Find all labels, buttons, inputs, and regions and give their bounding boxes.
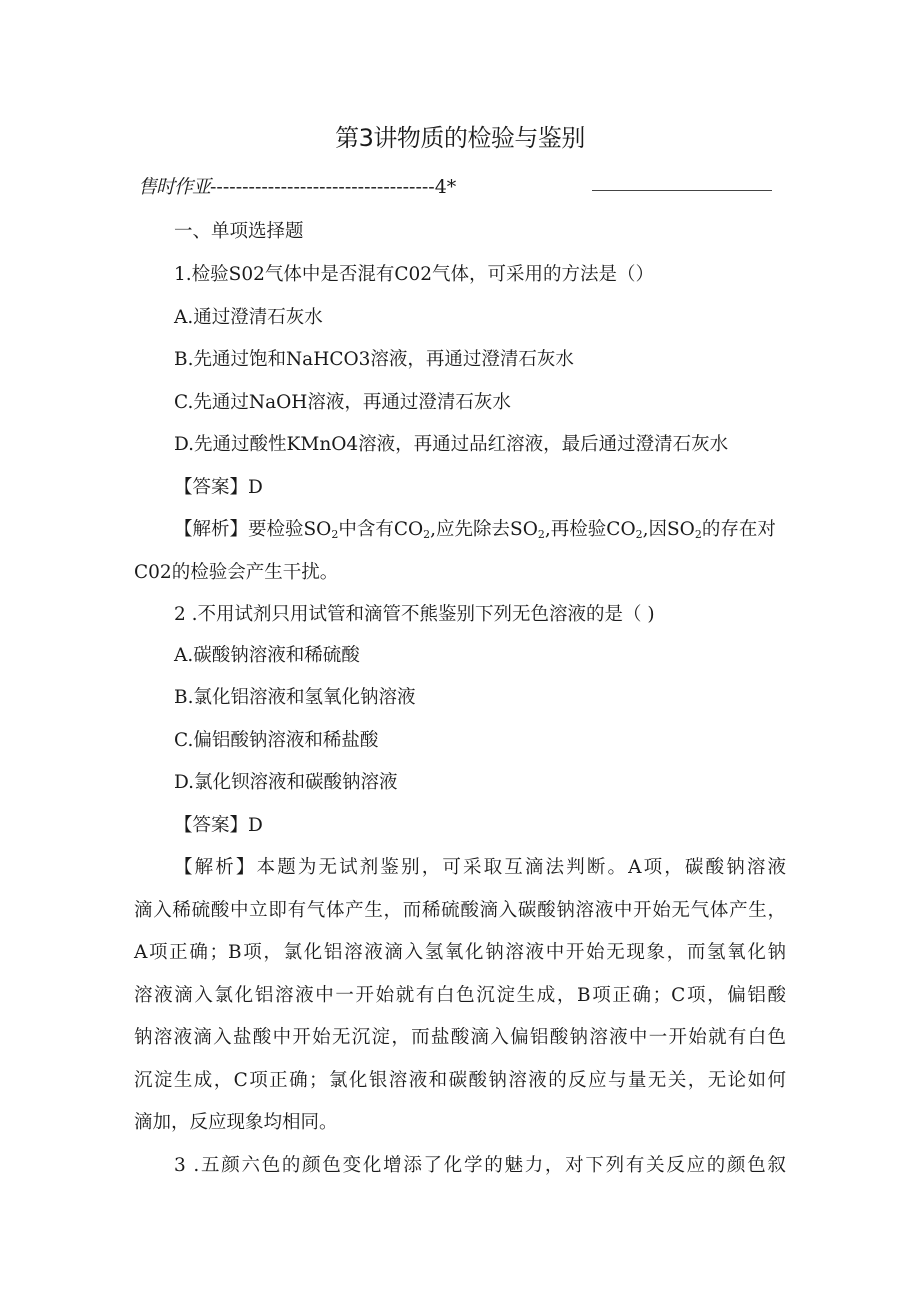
- q2-option-b: B.氯化铝溶液和氢氧化钠溶液: [174, 687, 416, 708]
- q2-answer: 【答案】D: [174, 815, 263, 836]
- q2-explanation-line-6: 沉淀生成，C项正确；氯化银溶液和碳酸钠溶液的反应与量无关，无论如何: [134, 1070, 786, 1091]
- q1-answer: 【答案】D: [174, 477, 263, 498]
- header-rule: [592, 190, 772, 191]
- q1-option-b: B.先通过饱和NaHCO3溶液，再通过澄清石灰水: [174, 349, 574, 370]
- q1-option-c: C.先通过NaOH溶液，再通过澄清石灰水: [174, 392, 511, 413]
- q2-explanation-line-7: 滴加，反应现象均相同。: [134, 1112, 338, 1133]
- section-heading: 一、单项选择题: [174, 221, 304, 242]
- page-title: 第3讲物质的检验与鉴别: [335, 124, 585, 152]
- homework-header: [138, 172, 778, 198]
- q2-explanation-line-1: 【解析】本题为无试剂鉴别，可采取互滴法判断。A项，碳酸钠溶液: [174, 857, 786, 878]
- q1-option-d: D.先通过酸性KMnO4溶液，再通过品红溶液，最后通过澄清石灰水: [174, 434, 729, 455]
- q2-option-c: C.偏铝酸钠溶液和稀盐酸: [174, 730, 379, 751]
- header-label: 售时作亚: [138, 176, 211, 198]
- q2-explanation-line-4: 溶液滴入氯化铝溶液中一开始就有白色沉淀生成，B项正确；C项，偏铝酸: [134, 985, 786, 1006]
- header-dashes: -----------------------------------4*: [210, 176, 457, 198]
- q2-option-a: A.碳酸钠溶液和稀硫酸: [174, 645, 360, 666]
- q3-stem: 3 .五颜六色的颜色变化增添了化学的魅力，对下列有关反应的颜色叙: [174, 1155, 786, 1176]
- q2-explanation-line-2: 滴入稀硫酸中立即有气体产生，而稀硫酸滴入碳酸钠溶液中开始无气体产生，: [134, 900, 786, 921]
- q2-stem: 2 .不用试剂只用试管和滴管不熊鉴别下列无色溶液的是（ ): [174, 604, 655, 625]
- q2-explanation-line-3: A项正确；B项，氯化铝溶液滴入氢氧化钠溶液中开始无现象，而氢氧化钠: [134, 942, 786, 963]
- q1-option-a: A.通过澄清石灰水: [174, 307, 323, 328]
- q2-explanation-line-5: 钠溶液滴入盐酸中开始无沉淀，而盐酸滴入偏铝酸钠溶液中一开始就有白色: [134, 1027, 786, 1048]
- q1-explanation-line-1: 【解析】要检验$SO_2$中含有$CO_2$,应先除去$SO_2$,再检验$CO_2$,因$SO_2$的存在对: [174, 519, 776, 541]
- q2-option-d: D.氯化钡溶液和碳酸钠溶液: [174, 772, 398, 793]
- q1-explanation-line-2: C02的检验会产生干扰。: [134, 562, 339, 583]
- q1-stem: 1.检验S02气体中是否混有C02气体，可采用的方法是（）: [174, 264, 655, 285]
